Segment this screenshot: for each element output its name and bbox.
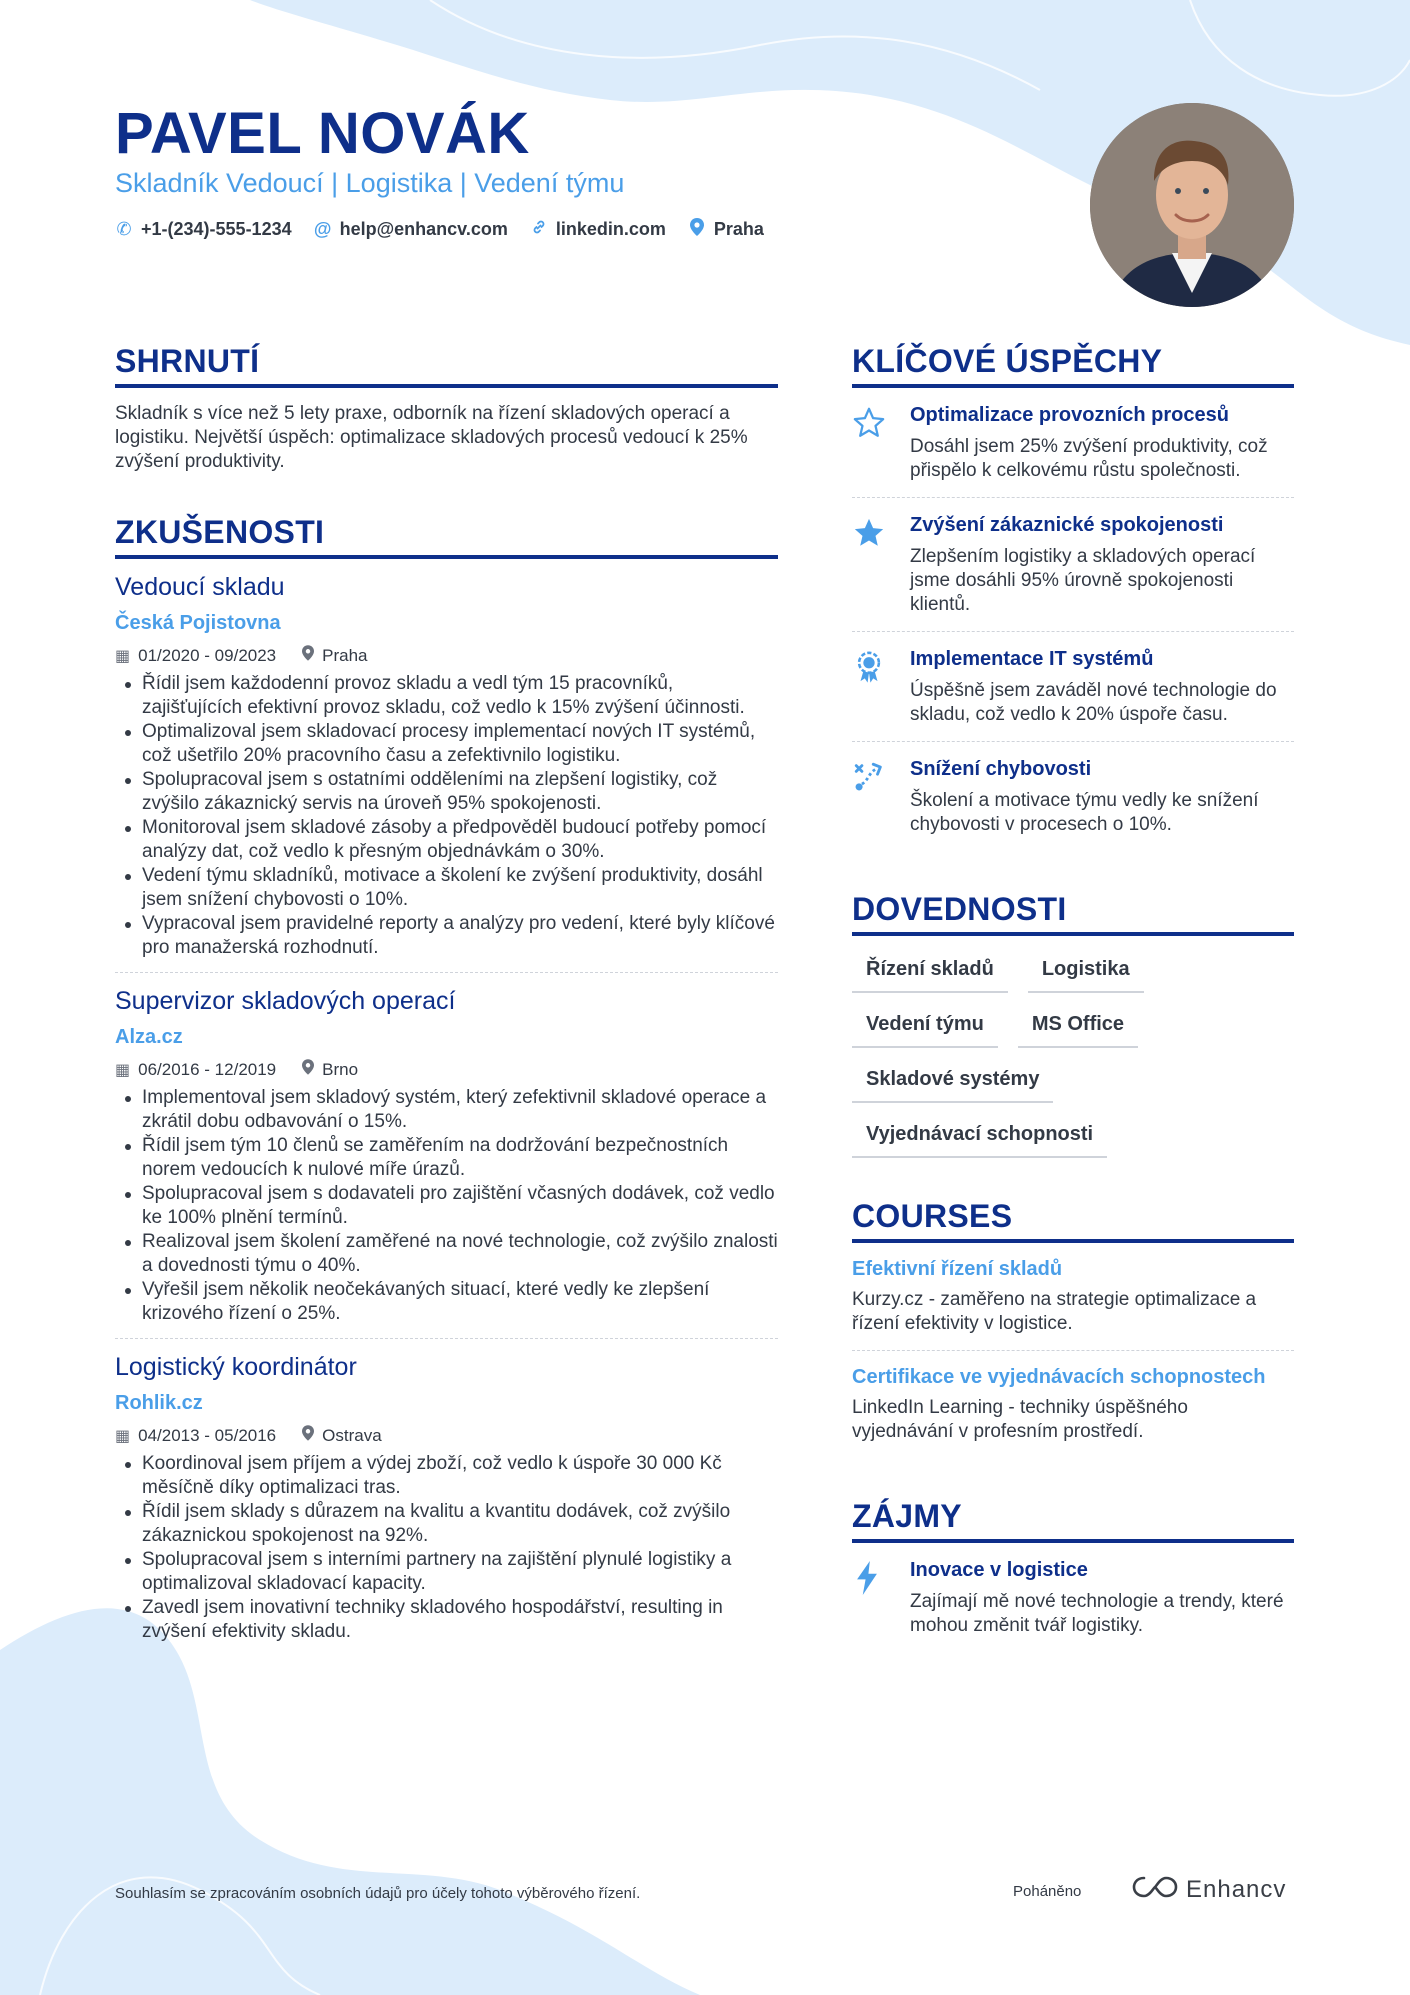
profile-photo xyxy=(1090,103,1294,307)
bullet-item: Řídil jsem tým 10 členů se zaměřením na dodržování bezpečnostních norem vedoucích k nulové míře úrazů. xyxy=(115,1134,778,1182)
job-bullets xyxy=(115,1086,778,1326)
job-dates-text: 06/2016 - 12/2019 xyxy=(138,1059,277,1079)
achievements-title: KLÍČOVÉ ÚSPĚCHY xyxy=(852,343,1294,388)
job-dates xyxy=(115,1425,276,1446)
powered-by-label: Poháněno xyxy=(1013,1883,1082,1900)
job-entry xyxy=(115,1339,778,1656)
bullet-item: Realizoval jsem školení zaměřené na nové technologie, což zvýšilo znalosti a dovednosti týmu o 40%. xyxy=(115,1230,778,1278)
bullet-item: Řídil jsem sklady s důrazem na kvalitu a kvantitu dodávek, což zvýšilo zákaznickou spokojenost na 92%. xyxy=(115,1500,778,1548)
calendar-icon: ▦ xyxy=(115,1427,131,1445)
link-icon xyxy=(530,219,548,240)
achievement-item xyxy=(852,632,1294,742)
email-text: help@enhancv.com xyxy=(339,219,508,239)
star-filled-icon xyxy=(852,514,894,617)
summary-section xyxy=(115,343,778,474)
linkedin-text: linkedin.com xyxy=(555,219,666,239)
course-desc: Kurzy.cz - zaměřeno na strategie optimalizace a řízení efektivity v logistice. xyxy=(852,1289,1257,1334)
bullet-item: Spolupracoval jsem s ostatními odděleními na zlepšení logistiky, což zvýšilo zákaznický servis na úroveň 95% spokojenosti. xyxy=(115,768,778,816)
course-title: Efektivní řízení skladů xyxy=(852,1258,1063,1280)
candidate-name: PAVEL NOVÁK xyxy=(115,101,530,166)
job-bullets xyxy=(115,1452,778,1644)
job-location xyxy=(302,645,367,666)
consent-note: Souhlasím se zpracováním osobních údajů pro účely tohoto výběrového řízení. xyxy=(115,1885,641,1902)
courses-section xyxy=(852,1198,1294,1458)
bullet-item: Implementoval jsem skladový systém, který zefektivnil skladové operace a zkrátil dobu odbavování o 15%. xyxy=(115,1086,778,1134)
achievements-section xyxy=(852,343,1294,851)
summary-title: SHRNUTÍ xyxy=(115,343,778,388)
at-icon: @ xyxy=(313,219,332,239)
course-title: Certifikace ve vyjednávacích schopnostech xyxy=(852,1366,1266,1388)
phone-icon: ✆ xyxy=(116,219,132,239)
left-column xyxy=(115,343,778,1696)
enhancv-logo[interactable] xyxy=(1132,1874,1286,1905)
skill-tag: Vedení týmu xyxy=(852,1009,998,1048)
achievement-item xyxy=(852,388,1294,498)
skill-tag: Logistika xyxy=(1028,954,1144,993)
job-location-text: Ostrava xyxy=(322,1425,382,1445)
interest-title: Inovace v logistice xyxy=(910,1559,1088,1581)
job-company: Alza.cz xyxy=(115,1026,183,1048)
job-location xyxy=(302,1059,358,1080)
job-dates-text: 01/2020 - 09/2023 xyxy=(138,645,277,665)
location-pin-icon xyxy=(302,1059,314,1080)
job-bullets xyxy=(115,672,778,960)
achievement-item xyxy=(852,742,1294,851)
bullet-item: Monitoroval jsem skladové zásoby a předpověděl budoucí potřeby pomocí analýzy dat, což vedlo k přesným objednávkám o 30%. xyxy=(115,816,778,864)
bullet-item: Zavedl jsem inovativní techniky skladového hospodářství, resulting in zvýšení efektivity skladu. xyxy=(115,1596,778,1644)
contact-phone[interactable] xyxy=(115,218,292,241)
contact-email[interactable] xyxy=(314,218,508,241)
job-role: Supervizor skladových operací xyxy=(115,987,456,1015)
bullet-item: Optimalizoval jsem skladovací procesy implementací nových IT systémů, což ušetřilo 20% pracovního času a zefektivnilo logistiku. xyxy=(115,720,778,768)
job-company: Rohlik.cz xyxy=(115,1392,203,1414)
job-entry xyxy=(115,559,778,973)
bullet-item: Řídil jsem každodenní provoz skladu a vedl tým 15 pracovníků, zajišťujících efektivní provoz skladu, což vedlo k 15% zvýšení účinnosti. xyxy=(115,672,778,720)
job-location xyxy=(302,1425,382,1446)
interests-section xyxy=(852,1498,1294,1652)
bullet-item: Vedení týmu skladníků, motivace a školení ke zvýšení produktivity, dosáhl jsem snížení chybovosti o 10%. xyxy=(115,864,778,912)
achievement-desc: Zlepšením logistiky a skladových operací jsme dosáhli 95% úrovně spokojenosti klientů. xyxy=(910,546,1256,615)
location-pin-icon xyxy=(302,1425,314,1446)
job-company: Česká Pojistovna xyxy=(115,612,281,634)
bullet-item: Spolupracoval jsem s dodavateli pro zajištění včasných dodávek, což vedlo ke 100% plnění termínů. xyxy=(115,1182,778,1230)
lightning-icon xyxy=(852,1559,894,1638)
achievement-title: Implementace IT systémů xyxy=(910,648,1154,670)
experience-section xyxy=(115,514,778,1656)
brand-name: Enhancv xyxy=(1186,1875,1287,1903)
job-dates xyxy=(115,645,276,666)
right-column xyxy=(852,343,1294,1692)
achievement-title: Snížení chybovosti xyxy=(910,758,1092,780)
strategy-arrow-icon xyxy=(852,758,894,837)
skill-tag: Vyjednávací schopnosti xyxy=(852,1119,1107,1158)
achievement-desc: Dosáhl jsem 25% zvýšení produktivity, což přispělo k celkovému růstu společnosti. xyxy=(910,436,1268,481)
bullet-item: Koordinoval jsem příjem a výdej zboží, což vedlo k úspoře 30 000 Kč měsíčně díky optimalizaci tras. xyxy=(115,1452,778,1500)
skill-tag: Skladové systémy xyxy=(852,1064,1053,1103)
skill-tag: Řízení skladů xyxy=(852,954,1008,993)
job-dates xyxy=(115,1059,276,1080)
job-meta xyxy=(115,1425,778,1446)
job-meta xyxy=(115,645,778,666)
bullet-item: Vyřešil jsem několik neočekávaných situací, které vedly ke zlepšení krizového řízení o 25%. xyxy=(115,1278,778,1326)
interest-item xyxy=(852,1543,1294,1652)
contact-bar xyxy=(115,218,764,241)
achievement-desc: Školení a motivace týmu vedly ke snížení chybovosti v procesech o 10%. xyxy=(910,790,1259,835)
location-pin-icon xyxy=(688,218,706,241)
job-meta xyxy=(115,1059,778,1080)
candidate-headline: Skladník Vedoucí | Logistika | Vedení týmu xyxy=(115,168,625,198)
bullet-item: Vypracoval jsem pravidelné reporty a analýzy pro vedení, které byly klíčové pro manažerská rozhodnutí. xyxy=(115,912,778,960)
achievement-desc: Úspěšně jsem zaváděl nové technologie do skladu, což vedlo k 20% úspoře času. xyxy=(910,680,1277,725)
calendar-icon: ▦ xyxy=(115,1061,131,1079)
skills-title: DOVEDNOSTI xyxy=(852,891,1294,936)
award-medal-icon xyxy=(852,648,894,727)
achievement-item xyxy=(852,498,1294,632)
interest-desc: Zajímají mě nové technologie a trendy, které mohou změnit tvář logistiky. xyxy=(910,1591,1284,1636)
courses-title: COURSES xyxy=(852,1198,1294,1243)
skill-tag: MS Office xyxy=(1018,1009,1138,1048)
job-location-text: Praha xyxy=(322,645,368,665)
phone-text: +1-(234)-555-1234 xyxy=(141,219,292,239)
contact-location xyxy=(688,218,764,241)
job-location-text: Brno xyxy=(322,1059,359,1079)
course-item xyxy=(852,1243,1294,1351)
skills-list xyxy=(852,954,1182,1158)
skills-section xyxy=(852,891,1294,1158)
course-desc: LinkedIn Learning - techniky úspěšného vyjednávání v profesním prostředí. xyxy=(852,1397,1188,1442)
achievement-title: Zvýšení zákaznické spokojenosti xyxy=(910,514,1224,536)
experience-title: ZKUŠENOSTI xyxy=(115,514,778,559)
calendar-icon: ▦ xyxy=(115,647,131,665)
location-text: Praha xyxy=(713,219,764,239)
bullet-item: Spolupracoval jsem s interními partnery na zajištění plynulé logistiky a optimalizoval skladovací kapacity. xyxy=(115,1548,778,1596)
course-item xyxy=(852,1351,1294,1458)
job-entry xyxy=(115,973,778,1339)
star-outline-icon xyxy=(852,404,894,483)
job-dates-text: 04/2013 - 05/2016 xyxy=(138,1425,277,1445)
location-pin-icon xyxy=(302,645,314,666)
job-role: Logistický koordinátor xyxy=(115,1353,357,1381)
interests-title: ZÁJMY xyxy=(852,1498,1294,1543)
achievement-title: Optimalizace provozních procesů xyxy=(910,404,1229,426)
contact-linkedin[interactable] xyxy=(530,218,666,241)
job-role: Vedoucí skladu xyxy=(115,573,285,601)
summary-text: Skladník s více než 5 lety praxe, odborník na řízení skladových operací a logistiku. Největší úspěch: optimalizace skladových procesů vedoucí k 25% zvýšení produktivity. xyxy=(115,403,748,472)
infinity-logo-icon xyxy=(1132,1874,1178,1905)
